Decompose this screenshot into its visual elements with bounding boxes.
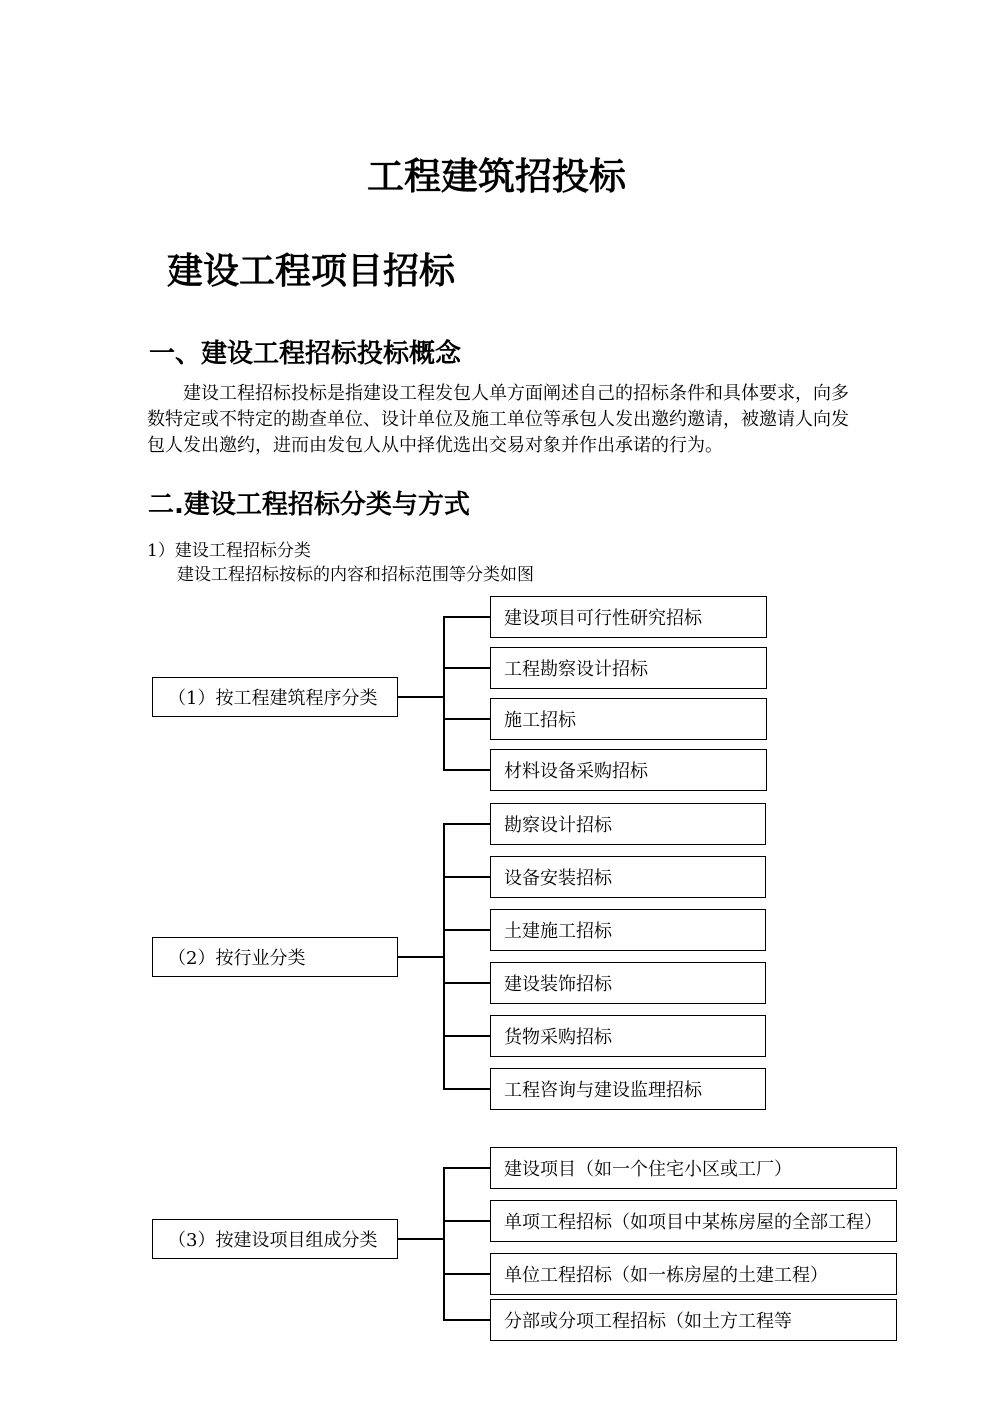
connector-line [443,1273,490,1275]
connector-line [443,769,490,771]
connector-line [398,696,443,698]
category-box-1: （1）按工程建筑程序分类 [152,677,398,717]
item-box-3-4: 分部或分项工程招标（如土方工程等 [490,1299,897,1341]
connector-line [398,1238,443,1240]
category-box-2: （2）按行业分类 [152,937,398,977]
connector-line [443,1167,490,1169]
document-subtitle: 建设工程项目招标 [167,250,456,292]
item-box-2-5: 货物采购招标 [490,1015,766,1057]
item-box-3-2: 单项工程招标（如项目中某栋房屋的全部工程） [490,1200,897,1242]
item-box-2-6: 工程咨询与建设监理招标 [490,1068,766,1110]
document-title: 工程建筑招投标 [367,154,626,198]
connector-line [443,616,490,618]
connector-line [443,929,490,931]
connector-line [443,982,490,984]
connector-line [443,876,490,878]
connector-line [443,823,490,825]
connector-line [443,1088,490,1090]
connector-line [398,956,443,958]
list-item-1-label: 1）建设工程招标分类 [147,541,311,561]
connector-line [443,1035,490,1037]
section-1-paragraph: 建设工程招标投标是指建设工程发包人单方面阐述自己的招标条件和具体要求，向多数特定或不特定的勘查单位、设计单位及施工单位等承包人发出邀约邀请，被邀请人向发包人发出邀约，进而由发包人从中择优选出交易对象并作出承诺的行为。 [147,383,849,456]
item-box-2-4: 建设装饰招标 [490,962,766,1004]
item-box-3-1: 建设项目（如一个住宅小区或工厂） [490,1147,897,1189]
item-box-2-1: 勘察设计招标 [490,803,766,845]
section-1-heading: 一、建设工程招标投标概念 [149,339,462,369]
connector-line [443,1167,445,1321]
category-box-3: （3）按建设项目组成分类 [152,1219,398,1259]
connector-line [443,1319,490,1321]
connector-line [443,718,490,720]
item-box-1-3: 施工招标 [490,698,767,740]
diagram-caption: 建设工程招标按标的内容和招标范围等分类如图 [177,565,534,585]
section-2-heading: 二.建设工程招标分类与方式 [148,490,470,520]
item-box-2-2: 设备安装招标 [490,856,766,898]
connector-line [443,616,445,771]
connector-line [443,667,490,669]
item-box-2-3: 土建施工招标 [490,909,766,951]
item-box-1-1: 建设项目可行性研究招标 [490,596,767,638]
connector-line [443,1220,490,1222]
connector-line [443,823,445,1090]
item-box-1-2: 工程勘察设计招标 [490,647,767,689]
item-box-3-3: 单位工程招标（如一栋房屋的土建工程） [490,1253,897,1295]
item-box-1-4: 材料设备采购招标 [490,749,767,791]
